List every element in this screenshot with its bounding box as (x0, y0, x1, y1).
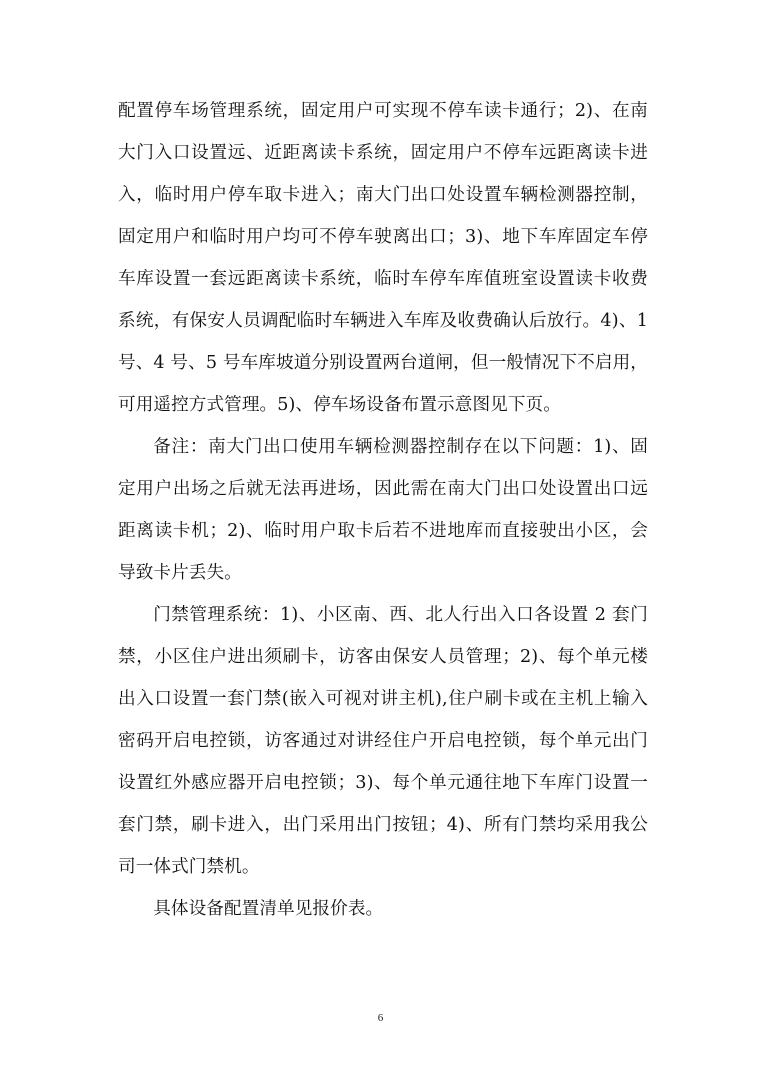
page-number: 6 (377, 1012, 384, 1024)
paragraph-equipment-list: 具体设备配置清单见报价表。 (153, 899, 384, 919)
paragraph-remarks: 备注：南大门出口使用车辆检测器控制存在以下问题：1)、固定用户出场之后就无法再进场，因此需在南大门出口处设置出口远距离读卡机；2)、临时用户取卡后若不进地库而直接驶出小区，会导致卡片丢失。 (118, 437, 648, 583)
paragraph-parking-continued: 配置停车场管理系统，固定用户可实现不停车读卡通行；2)、在南大门入口设置远、近距离读卡系统，固定用户不停车远距离读卡进入，临时用户停车取卡进入；南大门出口处设置车辆检测器控制，固定用户和临时用户均可不停车驶离出口；3)、地下车库固定车停车库设置一套远距离读卡系统，临时车停车库值班室设置读卡收费系统，有保安人员调配临时车辆进入车库及收费确认后放行。4)、1 号、4 号、5 号车库坡道分别设置两台道闸，但一般情况下不启用，可用遥控方式管理。5)、停车场设备布置示意图见下页。 (118, 101, 648, 415)
paragraph-access-control: 门禁管理系统：1)、小区南、西、北人行出入口各设置 2 套门禁，小区住户进出须刷卡，访客由保安人员管理；2)、每个单元楼出入口设置一套门禁(嵌入可视对讲主机),住户刷卡或在主机上输入密码开启电控锁，访客通过对讲经住户开启电控锁，每个单元出门设置红外感应器开启电控锁；3)、每个单元通往地下车库门设置一套门禁，刷卡进入，出门采用出门按钮；4)、所有门禁均采用我公司一体式门禁机。 (118, 605, 648, 877)
body-text (118, 90, 648, 930)
